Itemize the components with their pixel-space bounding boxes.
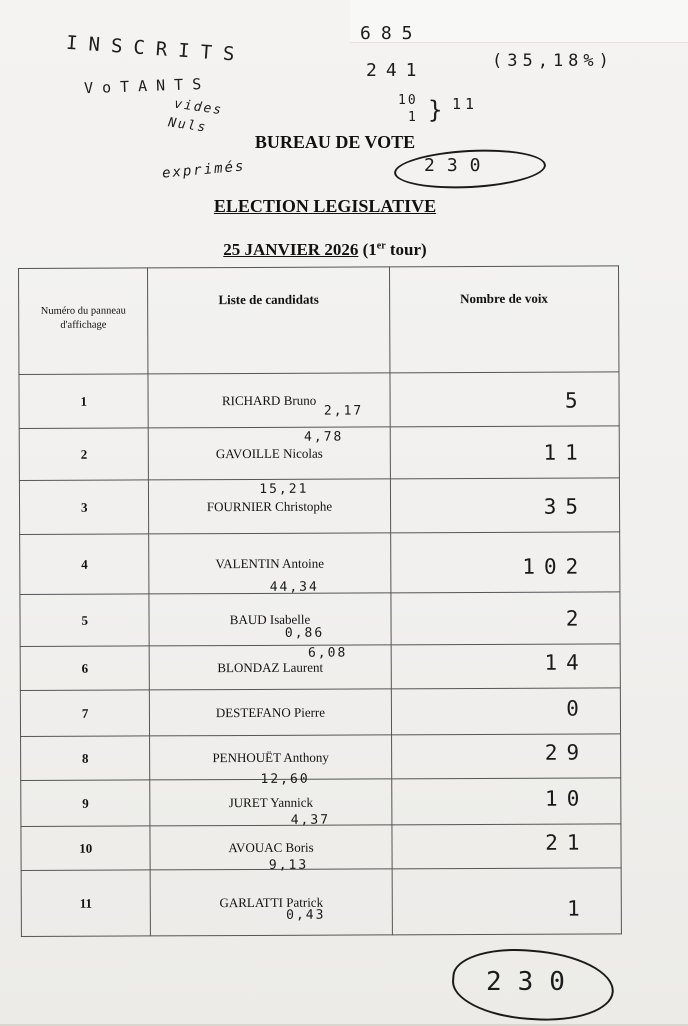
candidate-cell — [149, 479, 391, 534]
col-header-candidates: Liste de candidats — [148, 267, 390, 374]
candidate-cell — [149, 645, 391, 690]
handwritten-percent: 2,17 — [323, 403, 364, 419]
handwritten-votes: 35 — [543, 494, 588, 519]
votes-cell — [390, 532, 620, 593]
votes-cell — [391, 734, 621, 779]
handwritten-votes: 21 — [545, 830, 589, 855]
table-row — [19, 372, 619, 429]
candidate-cell — [150, 779, 392, 826]
votants-value: 241 — [366, 60, 426, 81]
nuls-value: 1 — [408, 110, 418, 125]
table-row — [19, 478, 619, 535]
handwritten-percent: 15,21 — [259, 481, 309, 497]
vides-label: vides — [173, 96, 224, 119]
table-row — [20, 592, 620, 647]
candidate-cell — [148, 427, 390, 480]
votes-cell — [392, 824, 622, 869]
panel-number: 9 — [21, 780, 150, 827]
handwritten-votes: 29 — [544, 740, 589, 765]
panel-number: 8 — [21, 736, 150, 781]
candidate-cell — [150, 825, 392, 873]
panel-number: 1 — [19, 374, 149, 429]
exprimes-label: exprimés — [161, 158, 246, 182]
table-row — [21, 778, 621, 827]
votes-cell — [390, 426, 620, 479]
handwritten-percent: 12,60 — [260, 771, 310, 787]
table-row — [20, 532, 620, 595]
votants-label: VoTANTS — [83, 74, 211, 98]
handwritten-votes: 14 — [544, 650, 588, 675]
candidate-name: GAVOILLE Nicolas — [215, 445, 323, 461]
panel-number: 3 — [19, 480, 149, 535]
col-header-votes: Nombre de voix — [389, 266, 619, 373]
inscrits-label: INSCRITS — [65, 31, 247, 67]
handwritten-percent: 4,78 — [303, 429, 344, 445]
candidate-cell — [149, 533, 391, 594]
blank-null-total: 11 — [452, 95, 479, 113]
handwritten-percent: 4,37 — [290, 812, 331, 828]
handwritten-votes: 102 — [522, 554, 588, 579]
panel-number: 10 — [21, 826, 150, 871]
candidate-name: BLONDAZ Laurent — [217, 659, 324, 675]
panel-number: 2 — [19, 428, 149, 481]
votes-cell — [390, 478, 620, 533]
handwritten-percent: 9,13 — [268, 857, 309, 873]
handwritten-votes: 0 — [566, 696, 588, 721]
round-close: tour) — [385, 240, 427, 259]
total-value: 230 — [486, 967, 581, 997]
handwritten-votes: 10 — [544, 786, 589, 811]
votes-cell — [390, 372, 620, 427]
candidate-name: JURET Yannick — [228, 794, 313, 810]
table-row — [19, 426, 619, 481]
election-title — [0, 196, 650, 217]
handwritten-percent: 44,34 — [269, 579, 319, 595]
votes-cell — [391, 778, 621, 825]
panel-number: 7 — [20, 690, 149, 737]
handwritten-percent: 0,43 — [286, 907, 326, 923]
date-text: 25 JANVIER 2026 — [223, 240, 359, 259]
table-row — [20, 644, 620, 691]
table-row — [20, 688, 620, 737]
table-row — [21, 734, 621, 781]
votants-percent: (35,18%) — [492, 51, 614, 71]
handwritten-votes: 2 — [565, 606, 588, 631]
candidate-name: PENHOUËT Anthony — [212, 749, 329, 765]
round-sup: er — [376, 240, 386, 252]
inscrits-value: 685 — [360, 23, 423, 44]
handwritten-votes: 5 — [564, 388, 587, 413]
exprimes-value: 230 — [424, 155, 493, 176]
handwritten-percent: 6,08 — [307, 645, 348, 661]
candidate-name: AVOUAC Boris — [228, 839, 314, 855]
candidate-name: VALENTIN Antoine — [215, 555, 325, 571]
date-title — [0, 240, 650, 260]
results-table — [18, 265, 622, 937]
col-header-number: Numéro du panneau d'affichage — [19, 268, 149, 375]
bureau-title: BUREAU DE VOTE — [254, 132, 416, 152]
candidate-name: BAUD Isabelle — [229, 611, 311, 627]
table-row — [21, 868, 621, 937]
panel-number: 5 — [20, 594, 150, 647]
candidate-cell — [150, 689, 392, 736]
candidate-name: FOURNIER Christophe — [206, 498, 333, 514]
candidate-name: DESTEFANO Pierre — [215, 704, 326, 720]
candidate-cell — [149, 593, 391, 646]
votes-cell — [391, 688, 621, 735]
panel-number: 4 — [20, 534, 150, 595]
candidate-name: GARLATTI Patrick — [219, 894, 324, 910]
handwritten-votes: 11 — [543, 440, 587, 465]
panel-number: 6 — [20, 646, 149, 691]
votes-cell — [391, 644, 621, 689]
table-header-row — [19, 266, 619, 375]
candidate-cell — [150, 869, 392, 936]
candidate-name: RICHARD Bruno — [221, 392, 317, 408]
votes-cell — [391, 592, 621, 645]
election-title-text: ELECTION LEGISLATIVE — [213, 196, 437, 216]
brace-mark: } — [428, 96, 443, 124]
panel-number: 11 — [21, 870, 151, 937]
handwritten-percent: 0,86 — [284, 625, 325, 641]
round-open: (1 — [362, 240, 377, 259]
candidate-cell — [150, 735, 392, 787]
vides-value: 10 — [398, 93, 418, 108]
nuls-label: Nuls — [167, 115, 209, 136]
table-row — [21, 824, 621, 871]
candidate-cell — [148, 373, 390, 428]
handwritten-votes: 1 — [567, 896, 589, 921]
votes-cell — [392, 868, 622, 935]
